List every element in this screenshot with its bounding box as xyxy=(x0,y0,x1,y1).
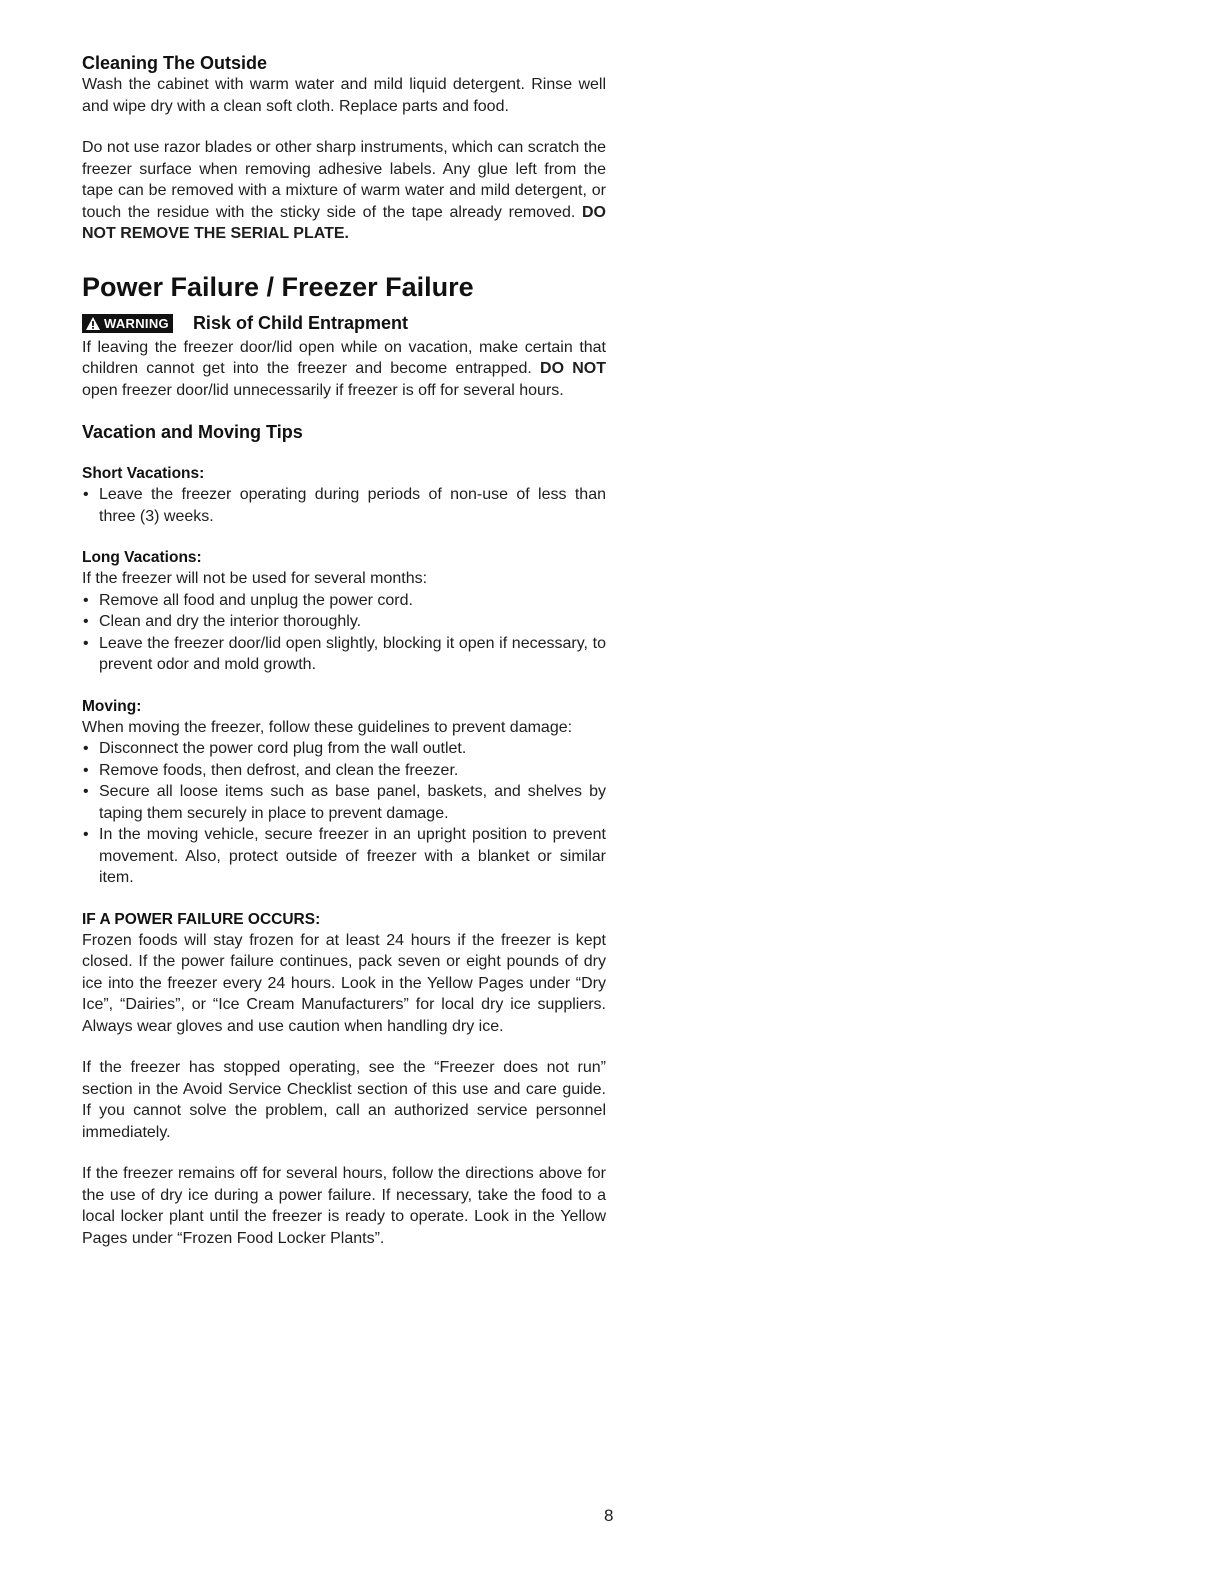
page-number: 8 xyxy=(604,1506,614,1525)
power-failure-paragraph-1: Frozen foods will stay frozen for at least 24 hours if the freezer is kept closed. If the power failure continues, pack seven or eight pounds of dry ice into the freezer every 24 hours. Look in the Yellow Pages under “Dry Ice”, “Dairies”, or “Ice Cream Manufacturers” for local dry ice suppliers. Always wear gloves and use caution when handling dry ice. xyxy=(82,931,606,1035)
cleaning-paragraph-2 xyxy=(82,137,606,245)
moving-intro: When moving the freezer, follow these guidelines to prevent damage: xyxy=(82,718,573,736)
short-vacations-heading: Short Vacations: xyxy=(82,465,205,482)
moving-list xyxy=(82,738,606,889)
warning-badge-label: WARNING xyxy=(104,315,169,331)
warning-triangle-icon xyxy=(85,316,101,331)
warning-text xyxy=(82,337,606,402)
list-item: • Remove all food and unplug the power cord. xyxy=(82,590,606,612)
list-item: • Clean and dry the interior thoroughly. xyxy=(82,611,606,633)
power-failure-heading: Power Failure / Freezer Failure xyxy=(82,271,474,302)
list-item: • In the moving vehicle, secure freezer in an upright position to prevent movement. Also, protect outside of freezer with a blanket or similar item. xyxy=(82,824,606,889)
manual-page xyxy=(82,52,606,1249)
cleaning-paragraph-1: Wash the cabinet with warm water and mild liquid detergent. Rinse well and wipe dry with a clean soft cloth. Replace parts and food. xyxy=(82,76,606,115)
warning-paragraph-1: If leaving the freezer door/lid open while on vacation, make certain that children cannot get into the freezer and become entrapped. xyxy=(82,338,606,377)
list-item: • Secure all loose items such as base panel, baskets, and shelves by taping them securely in place to prevent damage. xyxy=(82,781,606,824)
serial-plate-warning: DO NOT REMOVE THE SERIAL PLATE. xyxy=(82,203,606,242)
moving-heading: Moving: xyxy=(82,697,142,715)
cleaning-heading: Cleaning The Outside xyxy=(82,53,268,73)
list-item: • Leave the freezer door/lid open slightly, blocking it open if necessary, to prevent odor and mold growth. xyxy=(82,633,606,676)
list-item: • Disconnect the power cord plug from the wall outlet. xyxy=(82,738,606,760)
power-failure-paragraph-3: If the freezer remains off for several hours, follow the directions above for the use of dry ice during a power failure. If necessary, take the food to a local locker plant until the freezer is ready to operate. Look in the Yellow Pages under “Frozen Food Locker Plants”. xyxy=(82,1165,606,1247)
list-item: • Remove foods, then defrost, and clean the freezer. xyxy=(82,760,606,782)
long-vacations-intro: If the freezer will not be used for several months: xyxy=(82,570,428,587)
warning-badge xyxy=(82,314,173,333)
long-vacations-list xyxy=(82,590,606,676)
short-vacations-list xyxy=(82,484,606,527)
warning-row xyxy=(82,313,606,334)
list-item: • Leave the freezer operating during periods of non-use of less than three (3) weeks. xyxy=(82,484,606,527)
warning-do-not: DO NOT xyxy=(540,360,606,377)
warning-paragraph-2: open freezer door/lid unnecessarily if freezer is off for several hours. xyxy=(82,381,564,399)
warning-title: Risk of Child Entrapment xyxy=(192,312,408,333)
cleaning-paragraph-2-text: Do not use razor blades or other sharp instruments, which can scratch the freezer surface when removing adhesive labels. Any glue left from the tape can be removed with a mixture of warm water and mild detergent, or touch the residue with the sticky side of the tape already removed. xyxy=(82,139,606,221)
power-failure-paragraph-2: If the freezer has stopped operating, see the “Freezer does not run” section in the Avoid Service Checklist section of this use and care guide. If you cannot solve the problem, call an authorized service personnel immediately. xyxy=(82,1059,606,1141)
long-vacations-heading: Long Vacations: xyxy=(82,549,202,566)
vacation-heading: Vacation and Moving Tips xyxy=(82,422,303,442)
power-failure-occurs-heading: IF A POWER FAILURE OCCURS: xyxy=(82,910,321,928)
